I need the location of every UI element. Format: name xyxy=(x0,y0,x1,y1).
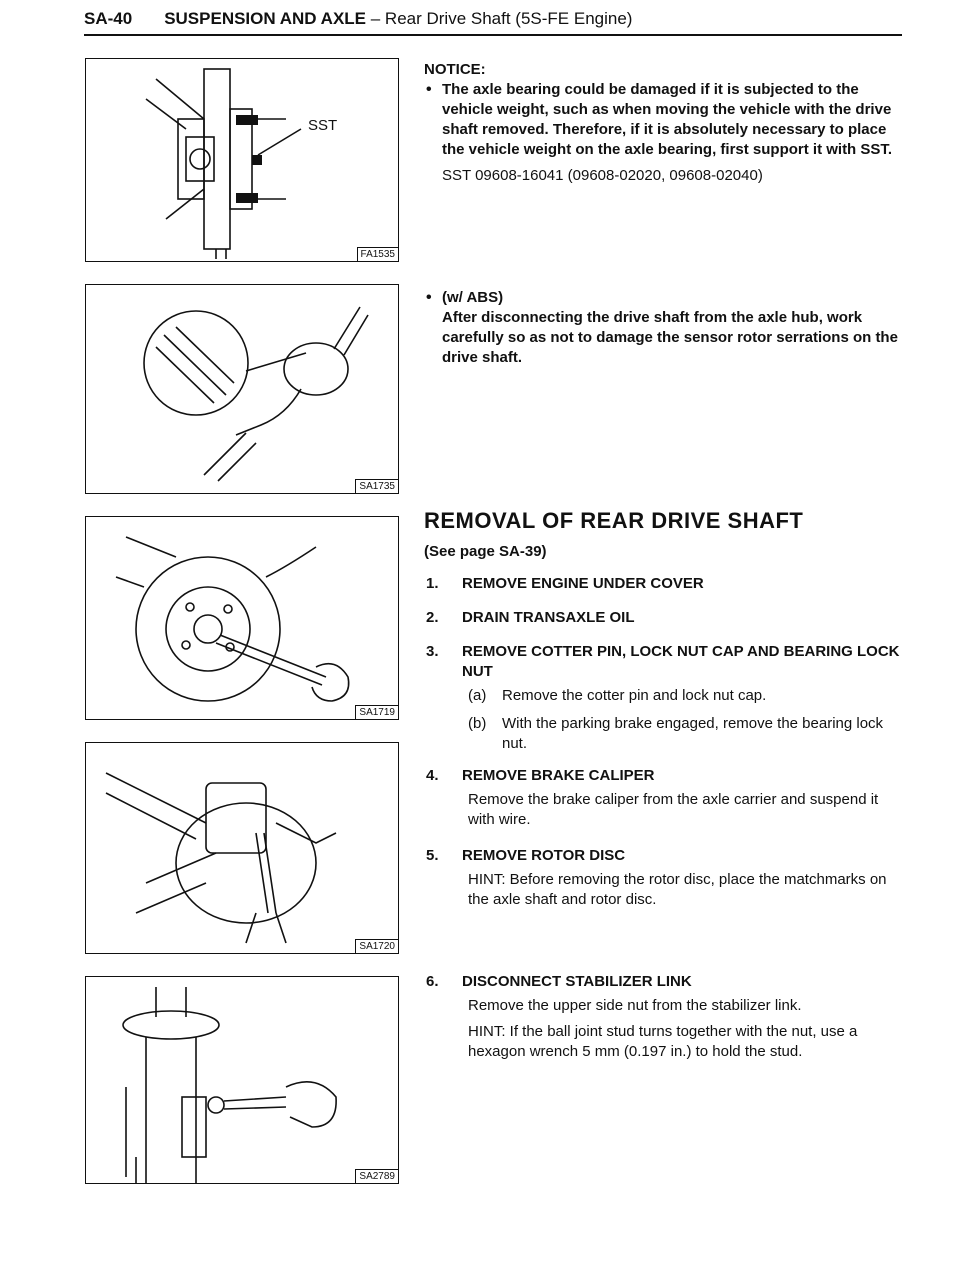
abs-notice-block xyxy=(424,288,904,368)
abs-heading: • (w/ ABS) xyxy=(424,288,904,308)
figure-stabilizer-link xyxy=(85,976,399,1184)
page-code: SA-40 xyxy=(84,9,133,28)
step-4 xyxy=(424,766,904,830)
step-number: 6. xyxy=(426,973,439,990)
step-1 xyxy=(424,574,904,594)
figure-code: SA1735 xyxy=(355,479,398,493)
substep-label: (a) xyxy=(468,687,487,704)
step-number: 1. xyxy=(426,575,439,592)
step-heading: DRAIN TRANSAXLE OIL xyxy=(462,609,635,626)
step-heading: REMOVE ROTOR DISC xyxy=(462,847,626,864)
drive-shaft-illustration xyxy=(86,285,398,493)
step-6 xyxy=(424,972,904,1062)
figure-lock-nut-removal xyxy=(85,516,399,720)
brake-disc-illustration xyxy=(86,517,398,719)
substep-text: Remove the cotter pin and lock nut cap. xyxy=(502,687,767,704)
step-2 xyxy=(424,608,904,628)
step-number: 4. xyxy=(426,767,439,784)
sst-callout: SST xyxy=(308,117,338,134)
see-page-ref: (See page SA-39) xyxy=(424,543,547,560)
step-3-substeps xyxy=(468,686,904,754)
notice-bullet-1: • The axle bearing could be damaged if it is subjected to the vehicle weight, such as when moving the vehicle with the drive shaft removed. Therefore, if it is absolutely necessary to place the vehicle weight on the axle bearing, first support it with SST. xyxy=(424,80,904,160)
step-heading: REMOVE BRAKE CALIPER xyxy=(462,767,655,784)
header-rule xyxy=(84,34,902,36)
step-body: Remove the brake caliper from the axle carrier and suspend it with wire. xyxy=(468,791,879,828)
figure-brake-caliper-removal xyxy=(85,742,399,954)
figure-code: FA1535 xyxy=(357,247,398,261)
substep-text: With the parking brake engaged, remove the bearing lock nut. xyxy=(502,715,884,752)
step-number: 3. xyxy=(426,643,439,660)
title-rest: – Rear Drive Shaft (5S-FE Engine) xyxy=(366,9,633,28)
stabilizer-illustration xyxy=(86,977,398,1183)
substep-a xyxy=(468,686,904,706)
title-bold: SUSPENSION AND AXLE xyxy=(164,9,367,28)
substep-label: (b) xyxy=(468,715,487,732)
sst-number-line: SST 09608-16041 (09608-02020, 09608-02040) xyxy=(442,167,763,184)
step-heading: REMOVE ENGINE UNDER COVER xyxy=(462,575,704,592)
page-header xyxy=(84,4,902,34)
step-heading: DISCONNECT STABILIZER LINK xyxy=(462,973,692,990)
figure-code: SA1719 xyxy=(355,705,398,719)
step-3 xyxy=(424,642,904,754)
step-number: 2. xyxy=(426,609,439,626)
caliper-illustration xyxy=(86,743,398,953)
notice-block xyxy=(424,60,904,186)
step-number: 5. xyxy=(426,847,439,864)
step-body: HINT: Before removing the rotor disc, place the matchmarks on the axle shaft and rotor disc. xyxy=(468,871,887,908)
abs-text: After disconnecting the drive shaft from the axle hub, work carefully so as not to damage the sensor rotor serrations on the drive shaft. xyxy=(442,309,898,366)
step-heading: REMOVE COTTER PIN, LOCK NUT CAP AND BEARING LOCK NUT xyxy=(462,643,900,680)
page-title xyxy=(164,9,632,29)
axle-hub-illustration xyxy=(86,59,398,261)
figure-code: SA1720 xyxy=(355,939,398,953)
figure-drive-shaft-serrations xyxy=(85,284,399,494)
step-hint: HINT: If the ball joint stud turns together with the nut, use a hexagon wrench 5 mm (0.197 in.) to hold the stud. xyxy=(468,1023,858,1060)
substep-b xyxy=(468,714,904,754)
figure-axle-hub-sst xyxy=(85,58,399,262)
step-body: Remove the upper side nut from the stabilizer link. xyxy=(468,997,802,1014)
figure-code: SA2789 xyxy=(355,1169,398,1183)
section-title: REMOVAL OF REAR DRIVE SHAFT xyxy=(424,508,804,533)
step-5 xyxy=(424,846,904,910)
notice-heading: NOTICE: xyxy=(424,61,486,78)
